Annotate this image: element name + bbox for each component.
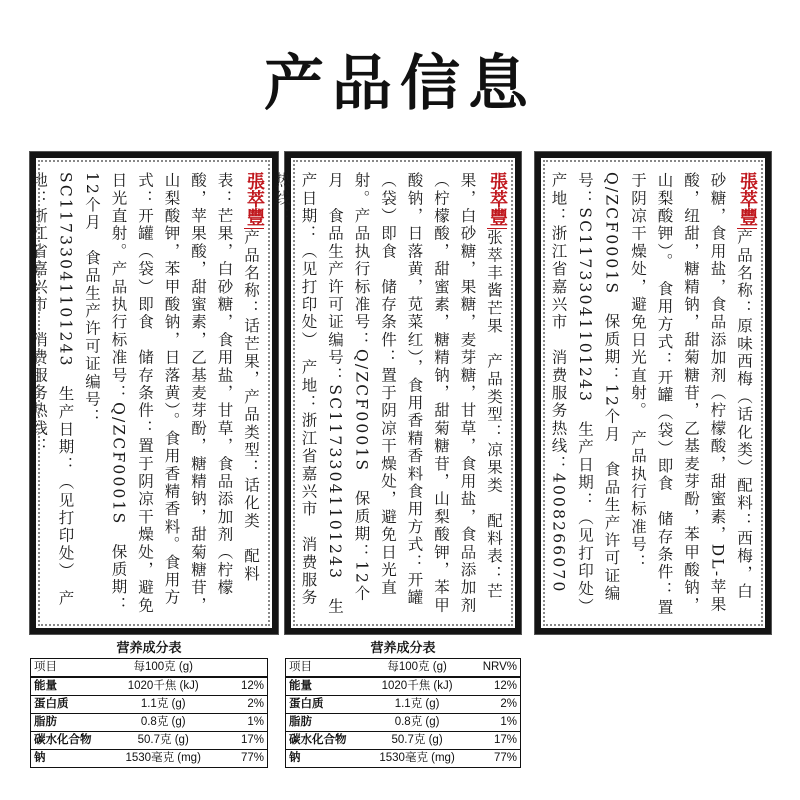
table-header-row: [31, 659, 268, 678]
page-title: 产品信息: [264, 49, 536, 119]
brand-seal-logo: 張萃豐: [737, 172, 757, 229]
nutrient-nrv: 12%: [211, 677, 268, 696]
table-row: [31, 750, 268, 768]
table-row: [286, 714, 521, 732]
nutrient-amount: 1.1克 (g): [116, 696, 211, 714]
nutrient-amount: 1530毫克 (mg): [370, 750, 464, 768]
nutrient-amount: 50.7克 (g): [370, 732, 464, 750]
nutrient-nrv: 17%: [464, 732, 520, 750]
nutrient-name: 能量: [286, 677, 371, 696]
nutrient-amount: 1.1克 (g): [370, 696, 464, 714]
nutrient-nrv: 1%: [464, 714, 520, 732]
nutrition-table: [285, 658, 521, 768]
label-text-block: [30, 172, 265, 618]
nutrient-amount: 1020千焦 (kJ): [370, 677, 464, 696]
nutrient-name: 蛋白质: [31, 696, 116, 714]
header-item: 项目: [286, 659, 371, 678]
nutrition-table-title: 营养成分表: [116, 640, 182, 655]
table-row: [31, 732, 268, 750]
nutrient-nrv: 2%: [211, 696, 268, 714]
nutrient-name: 脂肪: [31, 714, 116, 732]
header-nrv: [211, 659, 268, 678]
nutrient-amount: 0.8克 (g): [370, 714, 464, 732]
nutrition-table-title: 营养成分表: [370, 640, 436, 655]
table-row: [31, 696, 268, 714]
nutrient-nrv: 77%: [211, 750, 268, 768]
header-nrv: NRV%: [464, 659, 520, 678]
product-label-card: [535, 152, 771, 634]
nutrient-name: 蛋白质: [286, 696, 371, 714]
brand-seal-logo: 張萃豐: [487, 172, 507, 229]
header-per-100g: 每100克 (g): [116, 659, 211, 678]
brand-seal-logo: 張萃豐: [244, 172, 264, 229]
label-text-block: [273, 172, 508, 618]
table-row: [31, 677, 268, 696]
nutrient-name: 碳水化合物: [286, 732, 371, 750]
table-row: [286, 750, 521, 768]
nutrient-name: 能量: [31, 677, 116, 696]
nutrient-name: 碳水化合物: [31, 732, 116, 750]
label-text-block: [549, 172, 758, 626]
label-text: 产品名称：话芒果，产品类型：话化类 配料表：芒果，白砂糖，食用盐，甘草，食品添加剂（柠檬酸，苹果酸，甜蜜素，乙基麦芽酚，糖精钠，甜菊糖苷，山梨酸钾，苯甲酸钠，日落黄）。食用香精香料。食用方式：开罐（袋）即食 储存条件：置于阴凉干燥处，避免日光直射。产品执行标准号：Q/ZCF0001S 保质期：12个月 食品生产许可证编号：SC11733041101243 生产日期：（见打印处） 产地：浙江省嘉兴市 消费服务热线：: [30, 172, 260, 615]
table-header-row: [286, 659, 521, 678]
nutrient-amount: 50.7克 (g): [116, 732, 211, 750]
nutrient-amount: 0.8克 (g): [116, 714, 211, 732]
table-row: [31, 714, 268, 732]
nutrition-facts-panel: [30, 640, 268, 768]
nutrition-facts-panel: [285, 640, 521, 768]
table-row: [286, 677, 521, 696]
header-item: 项目: [31, 659, 116, 678]
nutrient-amount: 1530毫克 (mg): [116, 750, 211, 768]
nutrient-nrv: 77%: [464, 750, 520, 768]
nutrient-nrv: 1%: [211, 714, 268, 732]
nutrient-nrv: 17%: [211, 732, 268, 750]
nutrient-name: 脂肪: [286, 714, 371, 732]
label-text: 产品名称：原味西梅（话化类）配料：西梅，白砂糖，食用盐，食品添加剂（柠檬酸，甜蜜素，DL-苹果酸，纽甜，糖精钠，甜菊糖苷，乙基麦芽酚，苯甲酸钠，山梨酸钾）。 食用方式：开罐（袋）即食 储存条件：置于阴凉干燥处，避免日光直射。 产品执行标准号：Q/ZCF0001S 保质期：12个月 食品生产许可证编号：SC11733041101243 生产日期：（见打印处） 产地：浙江省嘉兴市 消费服务热线：4008266070: [549, 172, 753, 626]
product-label-card: [30, 152, 278, 634]
nutrition-table: [30, 658, 268, 768]
header-per-100g: 每100克 (g): [370, 659, 464, 678]
table-row: [286, 732, 521, 750]
label-text: 张萃丰酱芒果 产品类型：凉果类 配料表：芒果，白砂糖，果糖，麦芽糖，甘草，食用盐，食品添加剂（柠檬酸，甜蜜素，糖精钠，甜菊糖苷，山梨酸钾，苯甲酸钠，日落黄，苋菜红），食用香精香料食用方式：开罐（袋）即食 储存条件：置于阴凉干燥处，避免日光直射。产品执行标准号：Q/ZCF0001S 保质期：12个月 食品生产许可证编号：SC11733041101243 生产日期：（见打印处） 产地：浙江省嘉兴市 消费服务热线：: [273, 172, 503, 616]
nutrient-nrv: 2%: [464, 696, 520, 714]
nutrient-name: 钠: [286, 750, 371, 768]
nutrient-nrv: 12%: [464, 677, 520, 696]
product-label-card: [273, 152, 521, 634]
table-row: [286, 696, 521, 714]
nutrient-amount: 1020千焦 (kJ): [116, 677, 211, 696]
nutrient-name: 钠: [31, 750, 116, 768]
